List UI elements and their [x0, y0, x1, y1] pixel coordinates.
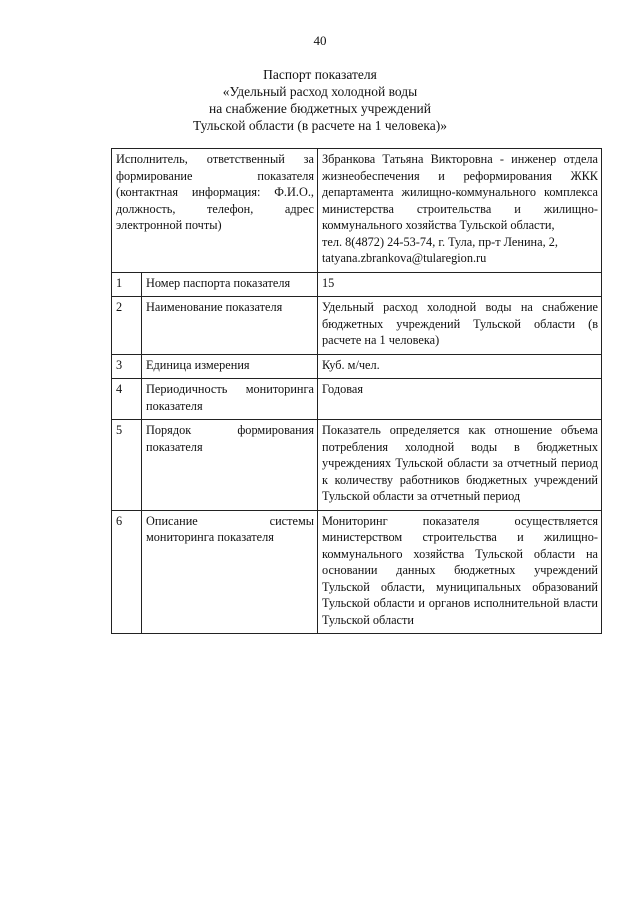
row-value: Показатель определяется как отношение объема потребления холодной воды в бюджетных учреждениях Тульской области за отчетный период к количеству работников бюджетных учреждений Тульской области за отчетный период: [318, 420, 602, 511]
contact-value: [318, 149, 602, 273]
title-line-1: Паспорт показателя: [263, 67, 377, 82]
row-value: Годовая: [318, 379, 602, 420]
row-label: Наименование показателя: [142, 297, 318, 355]
row-number: 6: [112, 510, 142, 634]
row-label: Описание системы мониторинга показателя: [142, 510, 318, 634]
row-value: Мониторинг показателя осуществляется министерством строительства и жилищно-коммунального хозяйства Тульской области на основании данных бюджетных учреждений Тульской области, муниципальных образований Тульской области и органов исполнительной власти Тульской области: [318, 510, 602, 634]
row-value: 15: [318, 272, 602, 297]
row-value: Удельный расход холодной воды на снабжение бюджетных учреждений Тульской области (в расчете на 1 человека): [318, 297, 602, 355]
row-number: 1: [112, 272, 142, 297]
contact-person: Збранкова Татьяна Викторовна - инженер отдела жизнеобеспечения и реформирования ЖКК департамента жилищно-коммунального комплекса министерства строительства и жилищно-коммунального хозяйства Тульской области,: [322, 152, 598, 232]
table-row: [112, 297, 602, 355]
table-row: [112, 510, 602, 634]
document-title: [100, 66, 540, 134]
row-number: 2: [112, 297, 142, 355]
table-row: [112, 272, 602, 297]
contact-email: tatyana.zbrankova@tularegion.ru: [322, 251, 487, 265]
passport-table: [111, 148, 602, 634]
title-line-2: «Удельный расход холодной воды: [222, 84, 418, 99]
table-row: [112, 354, 602, 379]
row-value: Куб. м/чел.: [318, 354, 602, 379]
row-number: 5: [112, 420, 142, 511]
row-label: Единица измерения: [142, 354, 318, 379]
contact-phone: тел. 8(4872) 24-53-74, г. Тула, пр-т Ленина, 2,: [322, 234, 558, 249]
contact-row: [112, 149, 602, 273]
table-row: [112, 420, 602, 511]
row-number: 4: [112, 379, 142, 420]
row-number: 3: [112, 354, 142, 379]
page-number: 40: [313, 33, 327, 48]
table-row: [112, 379, 602, 420]
row-label: Номер паспорта показателя: [142, 272, 318, 297]
row-label: Периодичность мониторинга показателя: [142, 379, 318, 420]
row-label: Порядок формирования показателя: [142, 420, 318, 511]
title-line-4: Тульской области (в расчете на 1 человека)»: [193, 118, 447, 133]
contact-label: Исполнитель, ответственный за формирование показателя (контактная информация: Ф.И.О., должность, телефон, адрес электронной почты): [112, 149, 318, 273]
title-line-3: на снабжение бюджетных учреждений: [208, 101, 432, 116]
